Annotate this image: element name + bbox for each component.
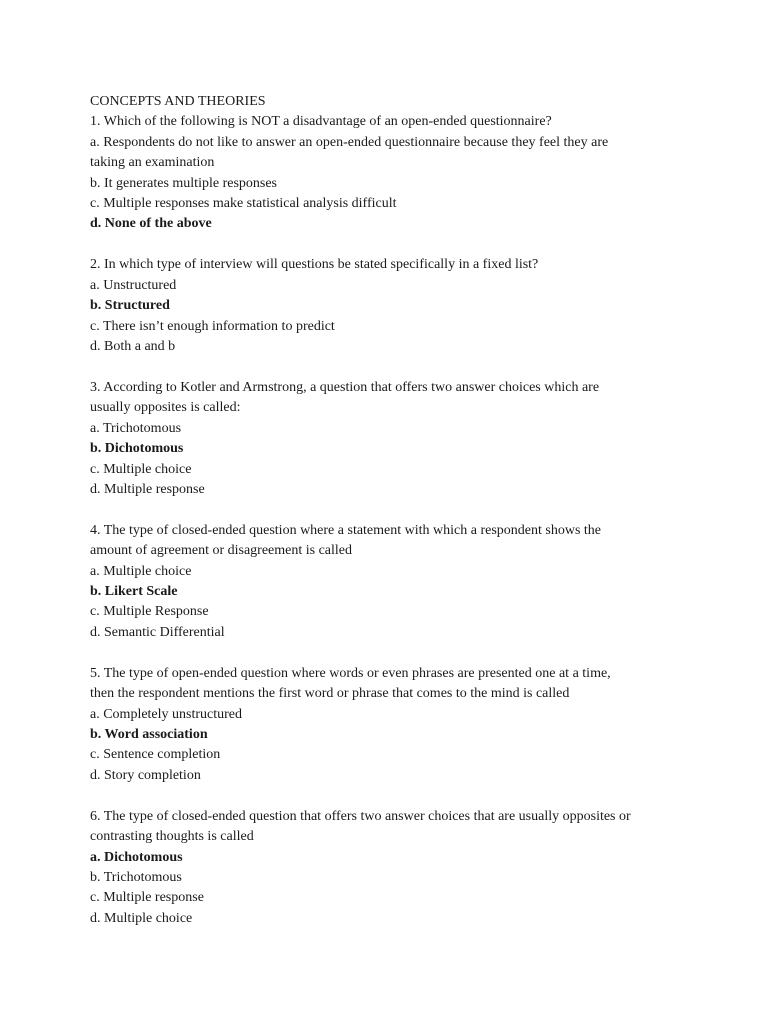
question-stem-line: 3. According to Kotler and Armstrong, a question that offers two answer choices which are — [90, 379, 600, 395]
answer-option-text: d. Multiple choice — [90, 910, 193, 926]
answer-option — [90, 317, 690, 337]
question-stem-line: then the respondent mentions the first word or phrase that comes to the mind is called — [90, 686, 570, 702]
answer-option-text: c. Sentence completion — [90, 747, 221, 763]
answer-option — [90, 419, 690, 439]
answer-option-correct — [90, 582, 690, 602]
answer-option-text: c. There isn’t enough information to predict — [90, 318, 335, 334]
question-spacer — [90, 643, 690, 664]
question-stem-line: amount of agreement or disagreement is called — [90, 543, 353, 559]
answer-option-text: b. Likert Scale — [90, 584, 178, 600]
answer-option-text: d. None of the above — [90, 216, 212, 232]
document-heading: CONCEPTS AND THEORIES — [90, 94, 266, 109]
answer-option-text: taking an examination — [90, 155, 215, 171]
answer-option-text: d. Multiple response — [90, 481, 205, 497]
question-stem-line: usually opposites is called: — [90, 400, 241, 416]
answer-option-text: a. Dichotomous — [90, 849, 183, 865]
question-block — [90, 255, 690, 357]
answer-option-text: d. Both a and b — [90, 338, 176, 354]
answer-option-text: b. Trichotomous — [90, 869, 182, 885]
answer-option — [90, 868, 690, 888]
answer-option — [90, 337, 690, 357]
question-spacer — [90, 500, 690, 521]
answer-option — [90, 745, 690, 765]
question-spacer — [90, 786, 690, 807]
question-stem-line: 4. The type of closed-ended question where a statement with which a respondent shows the — [90, 522, 601, 538]
answer-option — [90, 174, 690, 194]
answer-option-text: a. Respondents do not like to answer an open-ended questionnaire because they feel they are — [90, 134, 609, 150]
answer-option-text: d. Story completion — [90, 767, 201, 783]
answer-option — [90, 194, 690, 214]
question-block — [90, 112, 690, 234]
document-body — [90, 92, 690, 929]
question-stem-line: 6. The type of closed-ended question that offers two answer choices that are usually opposites or — [90, 808, 631, 824]
question-stem-line: contrasting thoughts is called — [90, 829, 254, 845]
question-spacer — [90, 235, 690, 256]
question-stem-line: 2. In which type of interview will questions be stated specifically in a fixed list? — [90, 257, 539, 273]
answer-option-text: a. Completely unstructured — [90, 706, 243, 722]
answer-option-text: d. Semantic Differential — [90, 624, 225, 640]
answer-option-correct — [90, 439, 690, 459]
question-stem-line: 5. The type of open-ended question where words or even phrases are presented one at a time, — [90, 665, 611, 681]
answer-option-correct — [90, 725, 690, 745]
question-block — [90, 664, 690, 786]
answer-option — [90, 602, 690, 622]
answer-option — [90, 480, 690, 500]
answer-option-text: a. Multiple choice — [90, 563, 192, 579]
answer-option — [90, 133, 690, 174]
question-stem-line: 1. Which of the following is NOT a disadvantage of an open-ended questionnaire? — [90, 114, 552, 130]
answer-option-text: c. Multiple response — [90, 890, 204, 906]
answer-option-correct — [90, 296, 690, 316]
answer-option-correct — [90, 848, 690, 868]
answer-option-text: b. Word association — [90, 726, 208, 742]
question-block — [90, 807, 690, 929]
answer-option — [90, 909, 690, 929]
answer-option-text: b. Dichotomous — [90, 441, 184, 457]
answer-option — [90, 562, 690, 582]
answer-option — [90, 460, 690, 480]
answer-option-text: a. Trichotomous — [90, 420, 182, 436]
answer-option — [90, 888, 690, 908]
answer-option-text: a. Unstructured — [90, 277, 177, 293]
answer-option-correct — [90, 214, 690, 234]
answer-option — [90, 276, 690, 296]
answer-option-text: b. It generates multiple responses — [90, 175, 278, 191]
answer-option-text: c. Multiple responses make statistical analysis difficult — [90, 196, 397, 212]
answer-option — [90, 623, 690, 643]
question-block — [90, 378, 690, 500]
question-spacer — [90, 357, 690, 378]
question-block — [90, 521, 690, 643]
answer-option-text: b. Structured — [90, 298, 170, 314]
answer-option-text: c. Multiple choice — [90, 461, 192, 477]
answer-option — [90, 705, 690, 725]
answer-option — [90, 766, 690, 786]
answer-option-text: c. Multiple Response — [90, 604, 209, 620]
